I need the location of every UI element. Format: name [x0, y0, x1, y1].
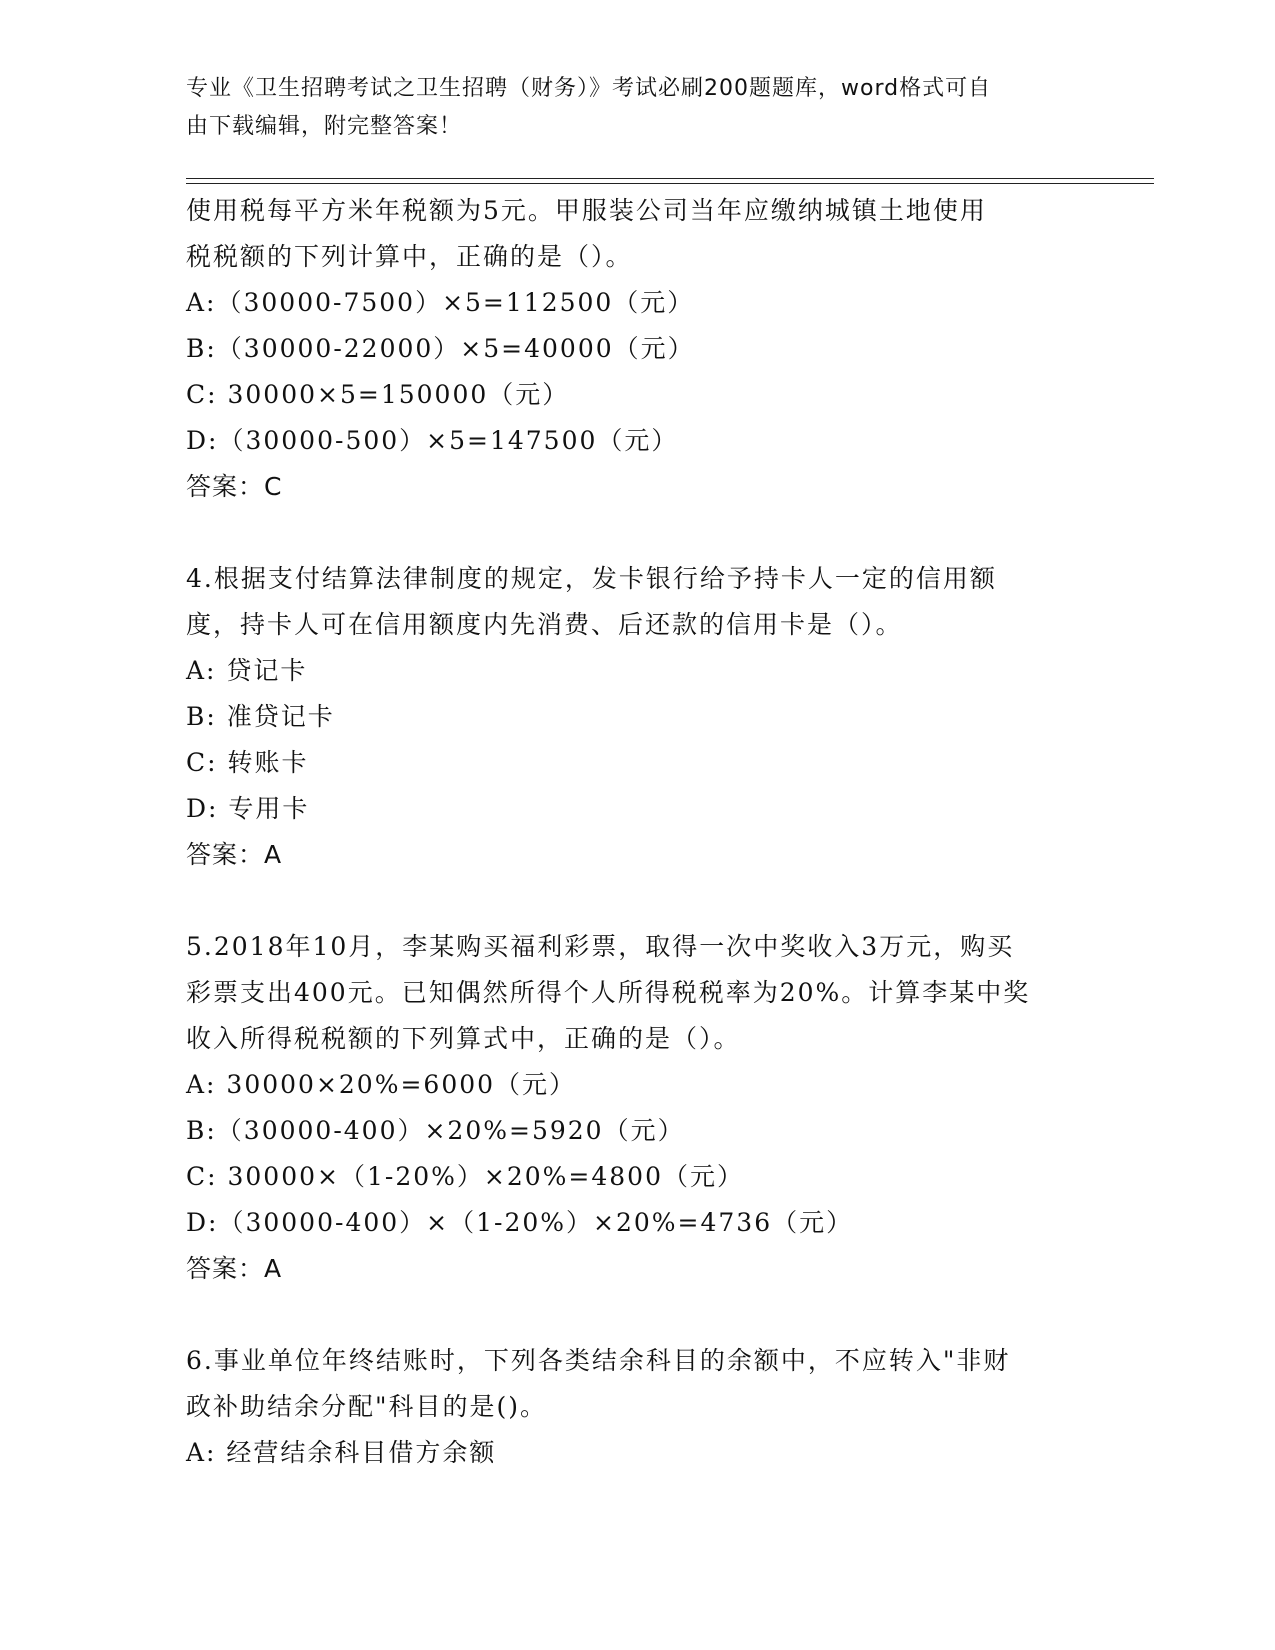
- question-5: [186, 924, 1086, 1292]
- question-5-option-c: C: 30000×（1-20%）×20%=4800（元）: [186, 1162, 744, 1191]
- question-spacer: [186, 878, 1086, 924]
- question-4-text-line-1: 4.根据支付结算法律制度的规定，发卡银行给予持卡人一定的信用额: [186, 564, 997, 593]
- question-3-option-d: D:（30000-500）×5=147500（元）: [186, 426, 679, 455]
- header-title-line-2: 由下载编辑，附完整答案！: [186, 114, 463, 139]
- question-5-option-b: B:（30000-400）×20%=5920（元）: [186, 1116, 685, 1145]
- question-6-text-line-2: 政补助结余分配"科目的是()。: [186, 1392, 548, 1421]
- question-5-text-line-1: 5.2018年10月，李某购买福利彩票，取得一次中奖收入3万元，购买: [186, 932, 1015, 961]
- header-divider-bottom: [186, 183, 1154, 184]
- question-3-text-line-1: 使用税每平方米年税额为5元。甲服装公司当年应缴纳城镇土地使用: [186, 196, 987, 225]
- question-3-option-c: C: 30000×5=150000（元）: [186, 380, 570, 409]
- question-5-answer: 答案：A: [186, 1254, 283, 1283]
- question-4: [186, 556, 1086, 878]
- question-5-text-line-2: 彩票支出400元。已知偶然所得个人所得税税率为20%。计算李某中奖: [186, 978, 1031, 1007]
- question-spacer: [186, 1292, 1086, 1338]
- question-4-option-a: A: 贷记卡: [186, 656, 308, 685]
- question-6-option-a: A: 经营结余科目借方余额: [186, 1438, 497, 1467]
- question-4-option-c: C: 转账卡: [186, 748, 309, 777]
- question-spacer: [186, 510, 1086, 556]
- document-header: [186, 70, 1086, 146]
- question-3-option-a: A:（30000-7500）×5=112500（元）: [186, 288, 695, 317]
- question-4-answer: 答案：A: [186, 840, 283, 869]
- header-divider-top: [186, 178, 1154, 179]
- question-3-text-line-2: 税税额的下列计算中，正确的是（）。: [186, 242, 633, 271]
- question-6-text-line-1: 6.事业单位年终结账时，下列各类结余科目的余额中，不应转入"非财: [186, 1346, 1011, 1375]
- question-4-text-line-2: 度，持卡人可在信用额度内先消费、后还款的信用卡是（）。: [186, 610, 903, 639]
- question-6: [186, 1338, 1086, 1476]
- question-5-option-a: A: 30000×20%=6000（元）: [186, 1070, 577, 1099]
- question-list: [186, 188, 1086, 1476]
- question-5-text-line-3: 收入所得税税额的下列算式中，正确的是（）。: [186, 1024, 741, 1053]
- question-3: [186, 188, 1086, 510]
- question-3-answer: 答案：C: [186, 472, 283, 501]
- header-title-line-1: 专业《卫生招聘考试之卫生招聘（财务）》考试必刷200题题库，word格式可自: [186, 76, 992, 101]
- question-5-option-d: D:（30000-400）×（1-20%）×20%=4736（元）: [186, 1208, 854, 1237]
- question-3-option-b: B:（30000-22000）×5=40000（元）: [186, 334, 695, 363]
- question-4-option-d: D: 专用卡: [186, 794, 310, 823]
- question-4-option-b: B: 准贷记卡: [186, 702, 335, 731]
